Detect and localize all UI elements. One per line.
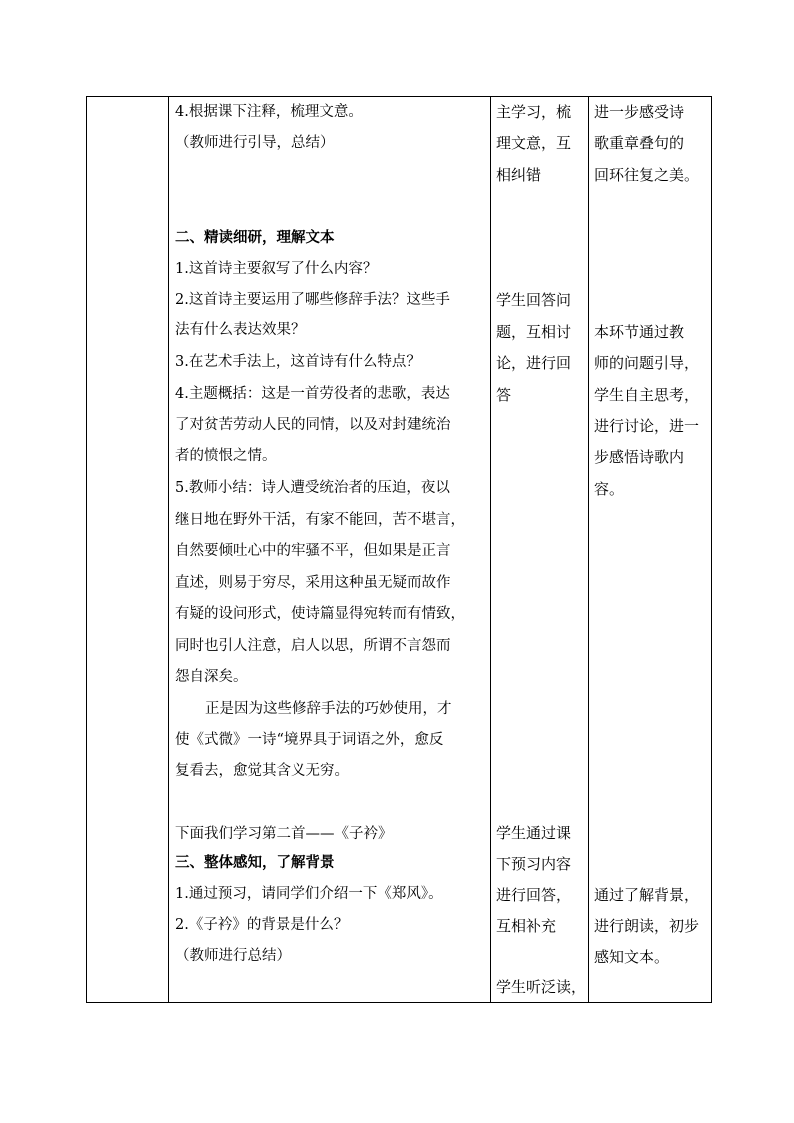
intent-line: 学生自主思考， [594, 386, 700, 404]
content-line: 了对贫苦劳动人民的同情，以及对封建统治 [175, 417, 451, 433]
intent-line: 回环往复之美。 [594, 166, 700, 184]
stage-column-cell [87, 97, 169, 1003]
teaching-content-cell [169, 97, 491, 1003]
content-line: 1.通过预习，请同学们介绍一下《郑风》。 [175, 886, 443, 902]
content-line: 4.根据课下注释，梳理文意。 [175, 104, 363, 120]
intent-line: 步感悟诗歌内 [594, 448, 685, 466]
content-line: 下面我们学习第二首——《子衿》 [175, 826, 393, 842]
content-line: 4.主题概括：这是一首劳役者的悲歌，表达 [175, 386, 450, 402]
intent-line: 歌重章叠句的 [594, 134, 685, 152]
content-line: 有疑的设问形式，使诗篇显得宛转而有情致， [175, 606, 465, 622]
section-heading: 三、整体感知，了解背景 [175, 854, 335, 871]
activity-line: 论，进行回 [496, 354, 572, 372]
content-line: （教师进行引导，总结） [175, 135, 335, 151]
content-line: （教师进行总结） [175, 948, 291, 964]
activity-line: 学生听泛读， [496, 978, 587, 996]
content-line: 怨自深矣。 [175, 669, 248, 685]
intent-line: 进行讨论，进一 [594, 417, 700, 435]
content-line: 者的愤恨之情。 [175, 448, 277, 464]
intent-line: 通过了解背景， [594, 886, 700, 904]
activity-line: 学生通过课 [496, 824, 572, 842]
content-line: 2.这首诗主要运用了哪些修辞手法？这些手 [175, 292, 450, 308]
content-line: 法有什么表达效果？ [175, 322, 306, 338]
content-line: 使《式微》一诗“境界具于词语之外，愈反 [175, 732, 444, 748]
activity-line: 学生回答问 [496, 291, 572, 309]
content-line: 3.在艺术手法上，这首诗有什么特点？ [175, 354, 421, 370]
intent-line: 容。 [594, 480, 625, 498]
activity-line: 互相补充 [496, 917, 557, 935]
intent-line: 师的问题引导， [594, 354, 700, 372]
intent-line: 进行朗读，初步 [594, 917, 700, 935]
content-line: 1.这首诗主要叙写了什么内容？ [175, 261, 378, 277]
content-line: 直述，则易于穷尽，采用这种虽无疑而故作 [175, 575, 451, 591]
section-heading: 二、精读细研，理解文本 [175, 229, 335, 246]
content-line: 2.《子衿》的背景是什么？ [175, 917, 349, 933]
content-line: 继日地在野外干活，有家不能回，苦不堪言， [175, 512, 465, 528]
design-intent-cell [589, 97, 712, 1003]
activity-line: 理文意，互 [496, 134, 572, 152]
intent-line: 本环节通过教 [594, 323, 685, 341]
intent-line: 感知文本。 [594, 948, 670, 966]
activity-line: 题，互相讨 [496, 323, 572, 341]
activity-line: 下预习内容 [496, 855, 572, 873]
content-line: 5.教师小结：诗人遭受统治者的压迫，夜以 [175, 480, 450, 496]
content-line: 自然要倾吐心中的牢骚不平，但如果是正言 [175, 543, 451, 559]
content-line: 正是因为这些修辞手法的巧妙使用，才 [205, 701, 452, 717]
activity-line: 进行回答， [496, 886, 572, 904]
activity-line: 答 [496, 386, 512, 404]
student-activity-cell [491, 97, 589, 1003]
intent-line: 进一步感受诗 [594, 103, 685, 121]
activity-line: 主学习，梳 [496, 103, 572, 121]
lesson-plan-table [86, 96, 712, 1003]
content-line: 同时也引人注意，启人以思，所谓不言怨而 [175, 638, 451, 654]
table-row [87, 97, 712, 1003]
activity-line: 相纠错 [496, 166, 542, 184]
content-line: 复看去，愈觉其含义无穷。 [175, 763, 349, 779]
